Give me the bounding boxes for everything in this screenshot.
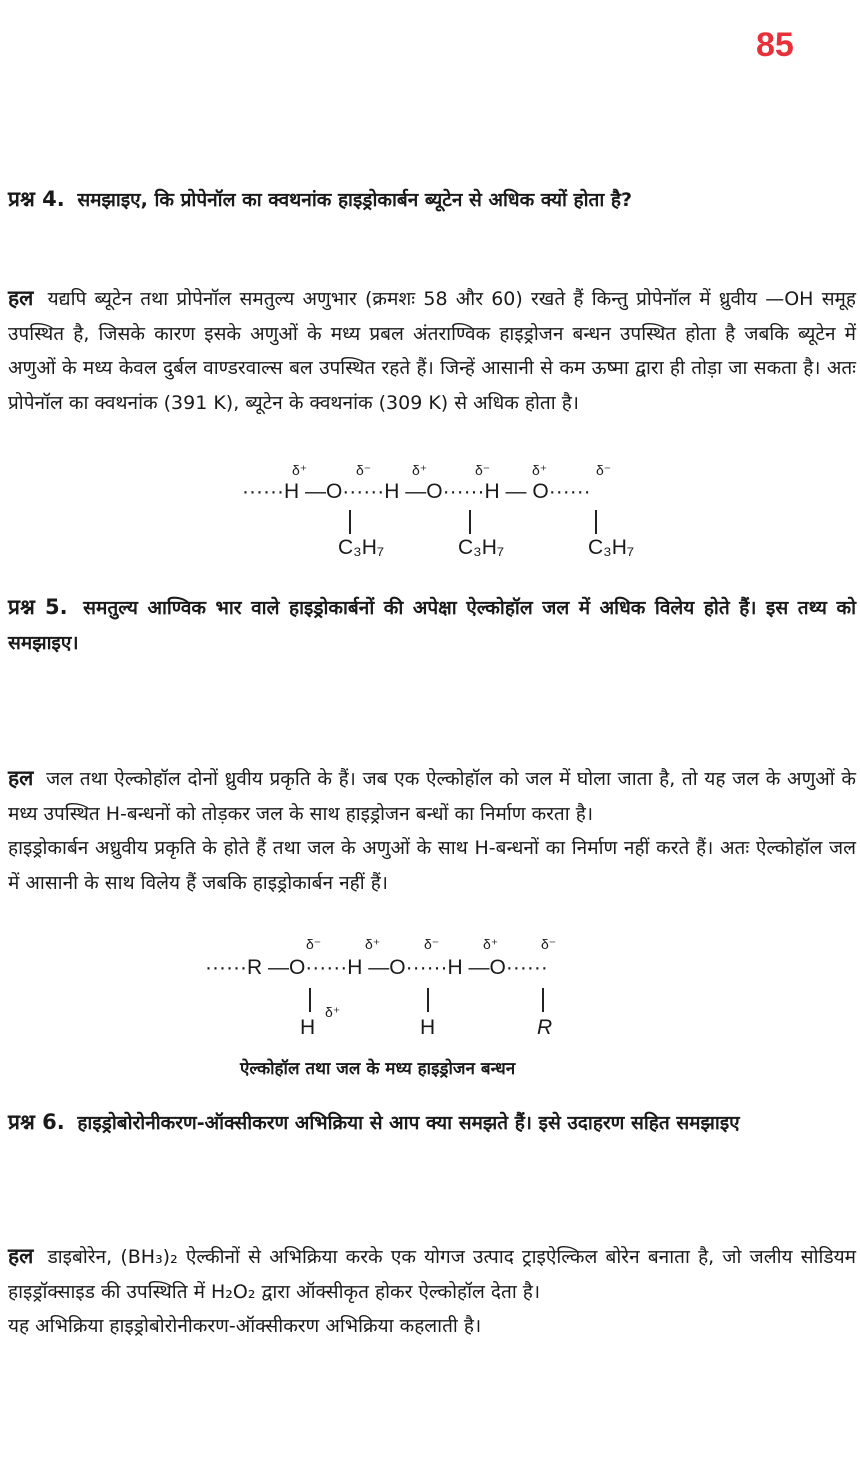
delta-label: δ⁻ bbox=[424, 936, 440, 952]
propyl-group: C₃H₇ bbox=[588, 536, 635, 559]
question-text: हाइड्रोबोरोनीकरण-ऑक्सीकरण अभिक्रिया से आप क्या समझते हैं। इसे उदाहरण सहित समझाइए bbox=[77, 1112, 740, 1134]
question-text: समतुल्य आण्विक भार वाले हाइड्रोकार्बनों की अपेक्षा ऐल्कोहॉल जल में अधिक विलेय होते हैं। इस तथ्य को समझाइए। bbox=[8, 597, 856, 654]
delta-label: δ⁺ bbox=[365, 936, 381, 952]
delta-label: δ⁻ bbox=[356, 462, 372, 478]
answer-text: जल तथा ऐल्कोहॉल दोनों ध्रुवीय प्रकृति के हैं। जब एक ऐल्कोहॉल को जल में घोला जाता है, तो यह जल के अणुओं के मध्य उपस्थित H-बन्धनों को तोड़कर जल के साथ हाइड्रोजन बन्धों का निर्माण करता है। bbox=[8, 768, 856, 825]
question-4 bbox=[8, 182, 856, 218]
question-6 bbox=[8, 1105, 856, 1141]
delta-label: δ⁺ bbox=[532, 462, 548, 478]
diagram-caption: ऐल्कोहॉल तथा जल के मध्य हाइड्रोजन बन्धन bbox=[240, 1059, 516, 1079]
answer-label: हल bbox=[8, 1244, 34, 1268]
alcohol-water-hbond-diagram bbox=[205, 936, 625, 1046]
propyl-group: C₃H₇ bbox=[458, 536, 505, 559]
page-number: 85 bbox=[756, 26, 794, 64]
answer-5 bbox=[8, 761, 856, 900]
bond-chain: ······H —O······H —O······H — O······ bbox=[242, 480, 591, 503]
hydrogen-atom: H bbox=[420, 1016, 436, 1039]
alkyl-group: R bbox=[537, 1016, 553, 1039]
answer-text: यद्यपि ब्यूटेन तथा प्रोपेनॉल समतुल्य अणुभार (क्रमशः 58 और 60) रखते हैं किन्तु प्रोपेनॉल में ध्रुवीय —OH समूह उपस्थित है, जिसके कारण इसके अणुओं के मध्य प्रबल अंतराण्विक हाइड्रोजन बन्धन उपस्थित होता है जबकि ब्यूटेन में अणुओं के मध्य केवल दुर्बल वाण्डरवाल्स बल उपस्थित रहते हैं। जिन्हें आसानी से कम ऊष्मा द्वारा ही तोड़ा जा सकता है। अतः प्रोपेनॉल का क्वथनांक (391 K), ब्यूटेन के क्वथनांक (309 K) से अधिक होता है। bbox=[8, 288, 856, 414]
delta-label: δ⁺ bbox=[483, 936, 499, 952]
answer-text-2: हाइड्रोकार्बन अध्रुवीय प्रकृति के होते हैं तथा जल के अणुओं के साथ H-बन्धनों का निर्माण नहीं करते हैं। अतः ऐल्कोहॉल जल में आसानी के साथ विलेय हैं जबकि हाइड्रोकार्बन नहीं हैं। bbox=[8, 837, 856, 894]
question-label: प्रश्न 5. bbox=[8, 595, 68, 619]
delta-label: δ⁻ bbox=[541, 936, 557, 952]
question-5 bbox=[8, 590, 856, 660]
answer-label: हल bbox=[8, 766, 34, 790]
answer-label: हल bbox=[8, 286, 34, 310]
delta-label: δ⁻ bbox=[596, 462, 612, 478]
delta-label: δ⁺ bbox=[292, 462, 308, 478]
question-label: प्रश्न 4. bbox=[8, 187, 65, 211]
bond-chain: ······R —O······H —O······H —O······ bbox=[205, 956, 548, 979]
delta-label: δ⁻ bbox=[475, 462, 491, 478]
delta-label: δ⁻ bbox=[306, 936, 322, 952]
answer-text-2: यह अभिक्रिया हाइड्रोबोरोनीकरण-ऑक्सीकरण अभिक्रिया कहलाती है। bbox=[8, 1315, 482, 1337]
hydrogen-atom: H bbox=[300, 1016, 316, 1039]
answer-4 bbox=[8, 281, 856, 420]
question-label: प्रश्न 6. bbox=[8, 1110, 65, 1134]
answer-6 bbox=[8, 1239, 856, 1344]
question-text: समझाइए, कि प्रोपेनॉल का क्वथनांक हाइड्रोकार्बन ब्यूटेन से अधिक क्यों होता है? bbox=[77, 189, 633, 211]
delta-label: δ⁺ bbox=[325, 1004, 341, 1020]
delta-label: δ⁺ bbox=[412, 462, 428, 478]
propyl-group: C₃H₇ bbox=[338, 536, 385, 559]
answer-text: डाइबोरेन, (BH₃)₂ ऐल्कीनों से अभिक्रिया करके एक योगज उत्पाद ट्राइऐल्किल बोरेन बनाता है, जो जलीय सोडियम हाइड्रॉक्साइड की उपस्थिति में H₂O₂ द्वारा ऑक्सीकृत होकर ऐल्कोहॉल देता है। bbox=[8, 1246, 856, 1303]
propanol-hbond-diagram bbox=[242, 462, 662, 572]
